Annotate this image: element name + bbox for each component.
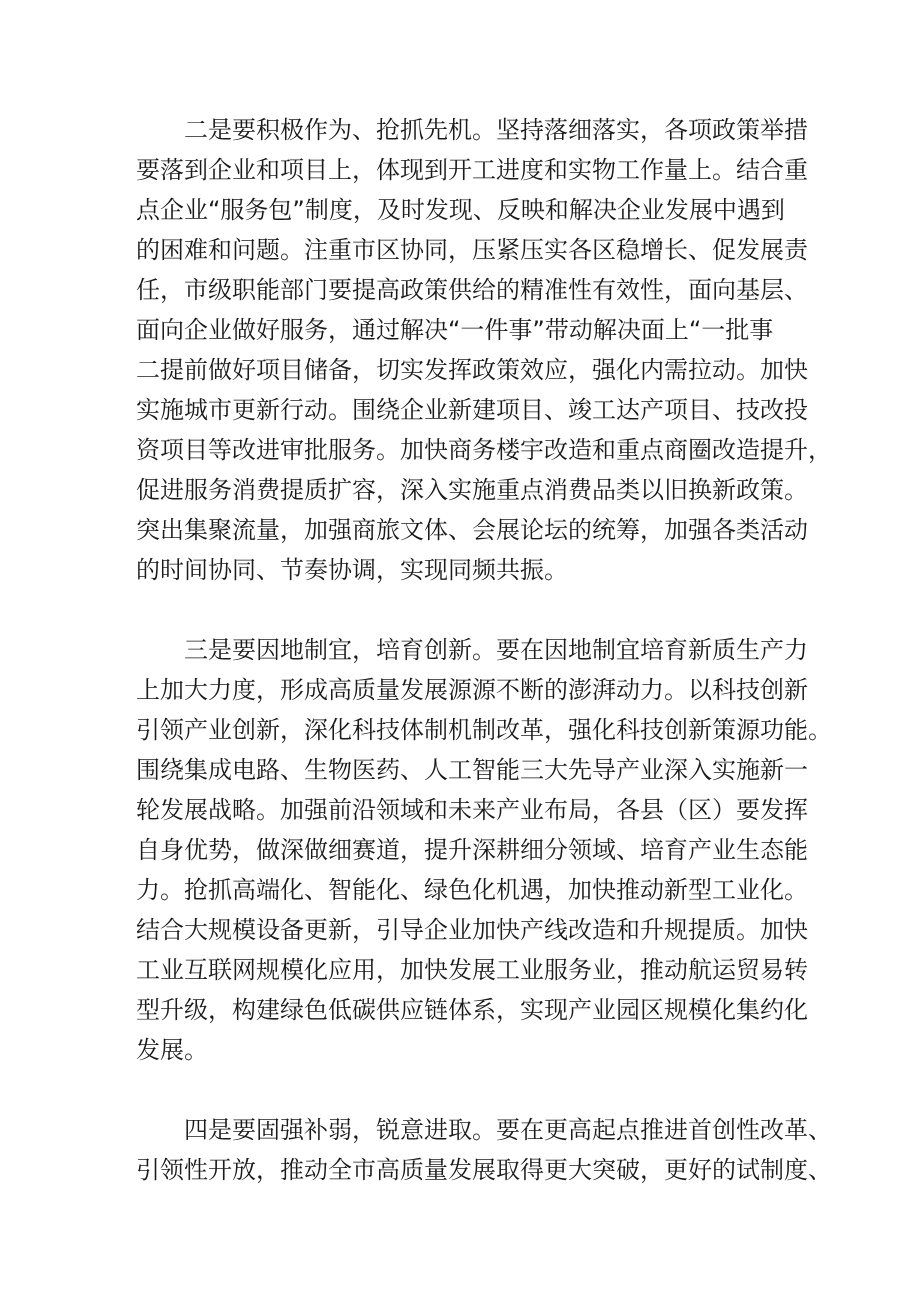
text-line: 上加大力度，形成高质量发展源源不断的澎湃动力。以科技创新 <box>136 676 808 704</box>
text-line: 引领产业创新，深化科技体制机制改革，强化科技创新策源功能。 <box>136 716 832 744</box>
text-line: 面向企业做好服务，通过解决“一件事”带动解决面上“一批事 <box>136 316 774 344</box>
text-line: 实施城市更新行动。围绕企业新建项目、竣工达产项目、技改投 <box>136 396 808 424</box>
paragraph-4 <box>136 1110 832 1190</box>
text-line: 点企业“服务包”制度，及时发现、反映和解决企业发展中遇到 <box>136 196 785 224</box>
text-line: 自身优势，做深做细赛道，提升深耕细分领域、培育产业生态能 <box>136 836 808 864</box>
text-line: 二是要积极作为、抢抓先机。坚持落细落实，各项政策举措 <box>136 116 808 144</box>
text-line: 发展。 <box>136 1036 208 1064</box>
text-line: 三是要因地制宜，培育创新。要在因地制宜培育新质生产力 <box>136 636 808 664</box>
text-line: 工业互联网规模化应用，加快发展工业服务业，推动航运贸易转 <box>136 956 808 984</box>
text-line: 要落到企业和项目上，体现到开工进度和实物工作量上。结合重 <box>136 156 808 184</box>
paragraph-2 <box>136 110 832 590</box>
text-line: 力。抢抓高端化、智能化、绿色化机遇，加快推动新型工业化。 <box>136 876 808 904</box>
paragraph-3 <box>136 630 832 1070</box>
text-line: 突出集聚流量，加强商旅文体、会展论坛的统筹，加强各类活动 <box>136 516 808 544</box>
text-line: 促进服务消费提质扩容，深入实施重点消费品类以旧换新政策。 <box>136 476 808 504</box>
text-line: 的时间协同、节奏协调，实现同频共振。 <box>136 556 568 584</box>
text-line: 围绕集成电路、生物医药、人工智能三大先导产业深入实施新一 <box>136 756 808 784</box>
text-line: 任，市级职能部门要提高政策供给的精准性有效性，面向基层、 <box>136 276 808 304</box>
text-line: 结合大规模设备更新，引导企业加快产线改造和升规提质。加快 <box>136 916 808 944</box>
text-line: 型升级，构建绿色低碳供应链体系，实现产业园区规模化集约化 <box>136 996 808 1024</box>
text-line: 的困难和问题。注重市区协同，压紧压实各区稳增长、促发展责 <box>136 236 808 264</box>
text-line: 二提前做好项目储备，切实发挥政策效应，强化内需拉动。加快 <box>136 356 808 384</box>
text-line: 引领性开放，推动全市高质量发展取得更大突破，更好的试制度、 <box>136 1156 832 1184</box>
text-line: 轮发展战略。加强前沿领域和未来产业布局，各县（区）要发挥 <box>136 796 808 824</box>
text-line: 资项目等改进审批服务。加快商务楼宇改造和重点商圈改造提升， <box>136 436 832 464</box>
text-line: 四是要固强补弱，锐意进取。要在更高起点推进首创性改革、 <box>136 1116 832 1144</box>
